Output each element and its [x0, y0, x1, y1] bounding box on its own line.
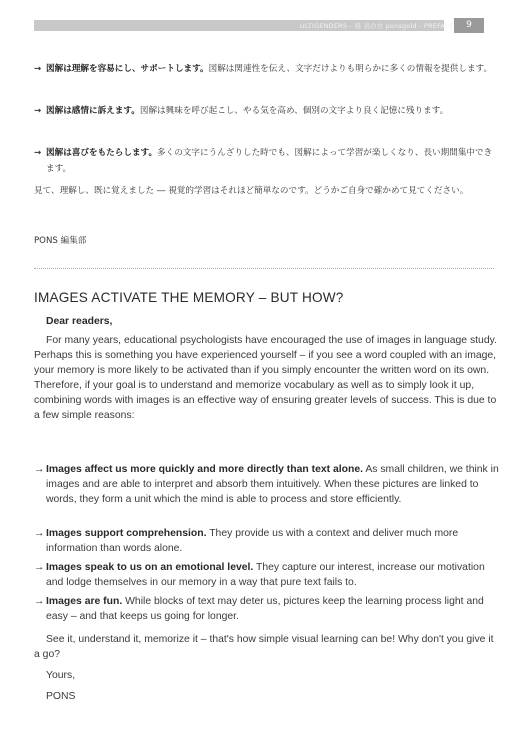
jp-item-3	[34, 146, 500, 177]
bullet-4-bold: Images are fun.	[46, 596, 123, 607]
bullet-2	[34, 526, 500, 556]
arrow-icon: →	[34, 148, 42, 158]
arrow-icon: →	[34, 64, 42, 74]
bullet-3-bold: Images speak to us on an emotional level.	[46, 562, 254, 573]
jp-item-2-text: 図解は興味を呼び起こし、やる気を高め、個別の文字より良く記憶に残ります。	[139, 106, 449, 116]
bullet-3-text: They capture our interest, increase our motivation and lodge themselves in our memory in a way that pure text fails to.	[46, 562, 485, 588]
arrow-icon: →	[34, 562, 45, 573]
arrow-icon: →	[34, 528, 45, 539]
closing-paragraph: See it, understand it, memorize it – that's how simple visual learning can be! Why don't you give it a go?	[34, 634, 494, 660]
bullet-1-bold: Images affect us more quickly and more directly than text alone.	[46, 464, 364, 475]
intro-paragraph: For many years, educational psychologists have encouraged the use of images in language study. Perhaps this is something you have experienced yourself – if you see a word coupled with an image, your memory is more likely to be activated than if you simply encounter the written word on its own. Therefore, if your goal is to understand and memorize vocabulary as well as to simply look it up, combining words with images is an effective way of ensuring greater levels of success. This is due to a few simple reasons:	[34, 335, 497, 421]
section-title: IMAGES ACTIVATE THE MEMORY – BUT HOW?	[34, 290, 344, 305]
bullet-1	[34, 462, 500, 507]
bullet-1-text: As small children, we think in images and are able to interpret and absorb them intuitively. When these pictures are linked to words, they form a unit which the mind is able to process and store efficiently.	[46, 464, 499, 505]
jp-item-3-bold: 図解は喜びをもたらします。	[46, 148, 158, 158]
jp-item-1-bold: 図解は理解を容易にし、サポートします。	[46, 64, 209, 74]
bullet-4	[34, 594, 500, 624]
bullet-2-bold: Images support comprehension.	[46, 528, 207, 539]
arrow-icon: →	[34, 464, 45, 475]
running-header-title: ULTIGENDERS - 発 表の方 ponsgold - PREFACE	[299, 22, 454, 30]
arrow-icon: →	[34, 106, 42, 116]
bullet-4-text: While blocks of text may deter us, pictures keep the learning process light and easy – and that keeps us going for longer.	[46, 596, 484, 622]
signature: PONS	[46, 691, 76, 702]
salutation-text: Dear readers,	[46, 316, 113, 327]
bullet-2-text: They provide us with a context and deliver much more information than words alone.	[46, 528, 459, 554]
jp-item-3-text: 多くの文字にうんざりした時でも、図解によって学習が楽しくなり、長い期間集中できます。	[46, 148, 493, 174]
section-divider	[34, 268, 494, 269]
valediction: Yours,	[46, 670, 76, 681]
jp-item-1	[34, 62, 500, 78]
jp-item-2	[34, 104, 500, 120]
salutation	[34, 314, 500, 329]
arrow-icon: →	[34, 596, 45, 607]
bullet-3	[34, 560, 500, 590]
jp-signature: PONS 編集部	[34, 236, 87, 246]
page-number: 9	[454, 18, 484, 33]
jp-item-1-text: 図解は関連性を伝え、文字だけよりも明らかに多くの情報を提供します。	[208, 64, 493, 74]
jp-item-2-bold: 図解は感情に訴えます。	[46, 106, 140, 116]
jp-closing: 見て、理解し、既に覚えました ― 視覚的学習はそれほど簡単なのです。どうかご自身で確かめて見てください。	[34, 186, 469, 196]
